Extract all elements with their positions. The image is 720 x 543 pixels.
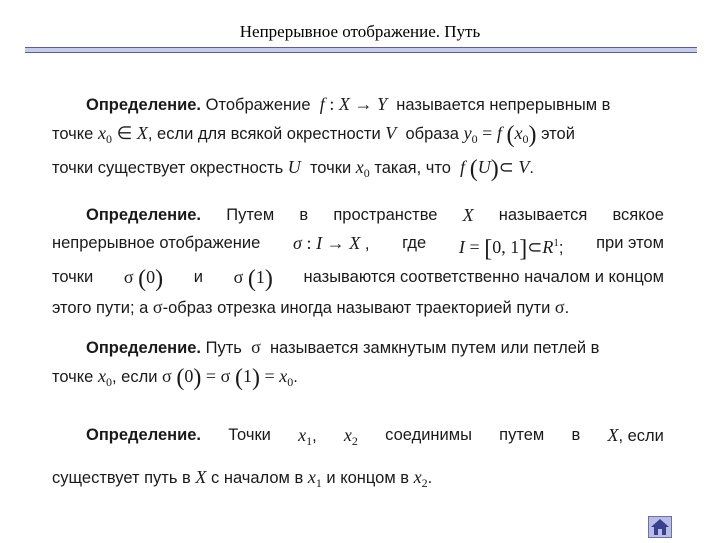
definition-continuous-map — [52, 90, 664, 187]
text: и концом в — [326, 469, 410, 487]
text: Путь — [205, 339, 242, 357]
text: . — [564, 299, 570, 317]
math-sigma: σ — [123, 267, 134, 287]
text: . — [427, 469, 433, 487]
definition-label: Определение. — [86, 339, 202, 357]
math-f: f — [460, 157, 466, 177]
math-subscript: 0 — [471, 132, 478, 146]
paren-close: ) — [528, 122, 537, 148]
math-x: x — [279, 366, 288, 386]
math-eq: = — [482, 123, 493, 143]
math-one: 1 — [242, 366, 252, 386]
definition-path — [52, 201, 664, 322]
text: точке — [52, 125, 94, 143]
text: называются соответственно началом и концом — [303, 268, 664, 286]
text: в — [299, 206, 309, 224]
math-eq: = — [469, 237, 480, 257]
text: называется непрерывным в — [396, 96, 611, 114]
home-button[interactable] — [648, 516, 672, 538]
definition-label: Определение. — [86, 206, 202, 224]
paren-open: ( — [234, 365, 243, 391]
math-arrow: → — [354, 94, 373, 114]
math-U: U — [287, 157, 301, 177]
text: и — [193, 268, 203, 286]
text: Путем — [226, 206, 275, 224]
def1-line-3 — [52, 153, 664, 187]
paren-close: ) — [490, 156, 499, 182]
math-interval: 0, 1 — [492, 237, 520, 257]
text: пространстве — [333, 206, 438, 224]
text: Точки — [228, 426, 271, 444]
text: существует путь в — [52, 469, 191, 487]
text: , если — [618, 427, 664, 445]
text: соединимы — [385, 426, 472, 444]
def2-line-2 — [52, 229, 664, 263]
paren-close: ) — [251, 365, 260, 391]
paren-open: ( — [469, 156, 478, 182]
math-one: 1 — [255, 267, 265, 287]
text: точки существует окрестность — [52, 159, 284, 177]
text: точке — [52, 368, 94, 386]
math-V: V — [385, 123, 397, 143]
paren-close: ) — [264, 266, 273, 292]
def2-line-3 — [52, 263, 664, 293]
math-subscript: 0 — [363, 166, 370, 180]
home-icon — [648, 516, 672, 538]
text: образа — [405, 125, 459, 143]
slide-title: Непрерывное отображение. Путь — [239, 22, 481, 41]
math-x: x — [97, 366, 106, 386]
math-subscript: 2 — [421, 476, 428, 490]
math-sigma: σ — [152, 297, 163, 317]
math-x: x — [307, 467, 316, 487]
def4-line-1 — [52, 419, 664, 457]
bracket-close: ] — [519, 236, 528, 262]
def2-line-4 — [52, 293, 664, 322]
math-x: x — [343, 425, 352, 445]
text: такая, что — [374, 159, 451, 177]
text: этой — [541, 125, 575, 143]
text: где — [402, 234, 427, 252]
text: этого пути; а — [52, 299, 149, 317]
paren-close: ) — [155, 266, 164, 292]
definition-label: Определение. — [86, 426, 202, 444]
title-divider — [25, 47, 697, 53]
math-sigma: σ — [162, 366, 172, 386]
text: ; — [558, 239, 564, 257]
math-sigma: σ — [220, 366, 231, 386]
definition-closed-path — [52, 333, 664, 396]
math-R: R — [542, 237, 554, 257]
math-sigma: σ — [554, 297, 565, 317]
math-X: X — [607, 425, 619, 445]
math-X: X — [349, 233, 361, 253]
def1-line-1 — [52, 90, 664, 119]
math-subscript: 0 — [287, 375, 294, 389]
text: , если для всякой окрестности — [147, 125, 381, 143]
math-x: x — [355, 157, 364, 177]
math-arrow: → — [326, 233, 345, 253]
math-sigma: σ — [251, 337, 261, 357]
math-subscript: 0 — [105, 375, 112, 389]
def3-line-2 — [52, 362, 664, 396]
text: непрерывное отображение — [52, 234, 261, 252]
text: , — [312, 427, 317, 445]
text: . — [293, 368, 298, 386]
definition-path-connected-points — [52, 419, 664, 499]
text: Отображение — [205, 96, 311, 114]
math-sigma: σ — [292, 233, 302, 253]
math-I: I — [458, 237, 465, 257]
def2-line-1 — [52, 201, 664, 229]
math-x: x — [298, 425, 307, 445]
math-superscript: 1 — [553, 237, 559, 249]
def4-line-2 — [52, 461, 664, 499]
text: -образ отрезка иногда называют траекторией пути — [162, 299, 551, 317]
text: называется — [498, 206, 588, 224]
text: называется замкнутым путем или петлей в — [269, 339, 600, 357]
def3-line-1 — [52, 333, 664, 362]
math-x: x — [97, 123, 106, 143]
text: с началом в — [211, 469, 304, 487]
math-sigma: σ — [233, 267, 244, 287]
math-X: X — [462, 205, 474, 225]
text: при этом — [596, 234, 664, 252]
math-I: I — [316, 233, 323, 253]
math-colon: : — [306, 233, 312, 253]
math-f: f — [319, 94, 325, 114]
text: , если — [111, 368, 158, 386]
math-eq: = — [205, 366, 217, 386]
paren-open: ( — [506, 122, 515, 148]
math-zero: 0 — [184, 366, 194, 386]
math-V: V — [518, 157, 530, 177]
paren-close: ) — [193, 365, 202, 391]
text: , — [364, 235, 370, 253]
text: . — [529, 159, 534, 177]
math-subscript: 0 — [105, 132, 112, 146]
math-x: x — [413, 467, 422, 487]
math-eq: = — [264, 366, 275, 386]
text: всякое — [612, 206, 664, 224]
math-f: f — [496, 123, 502, 143]
text: в — [571, 426, 581, 444]
paren-open: ( — [138, 266, 147, 292]
math-subset: ⊂ — [527, 237, 543, 257]
paren-open: ( — [176, 365, 185, 391]
paren-open: ( — [247, 266, 256, 292]
math-subset: ⊂ — [498, 157, 514, 177]
math-U: U — [477, 157, 491, 177]
math-Y: Y — [377, 94, 388, 114]
math-subscript: 0 — [522, 132, 529, 146]
math-subscript: 2 — [351, 434, 358, 448]
math-X: X — [136, 123, 148, 143]
definition-label: Определение. — [86, 96, 202, 114]
text: точки — [52, 268, 94, 286]
bracket-open: [ — [484, 236, 493, 262]
math-x: x — [514, 123, 523, 143]
math-subscript: 1 — [306, 434, 313, 448]
def1-line-2 — [52, 119, 664, 153]
text: точки — [309, 159, 352, 177]
math-colon: : — [329, 94, 335, 114]
math-zero: 0 — [146, 267, 156, 287]
math-X: X — [195, 467, 207, 487]
math-in: ∈ — [116, 123, 133, 143]
math-y: y — [463, 123, 472, 143]
math-subscript: 1 — [315, 476, 322, 490]
text: путем — [499, 426, 545, 444]
math-X: X — [338, 94, 350, 114]
